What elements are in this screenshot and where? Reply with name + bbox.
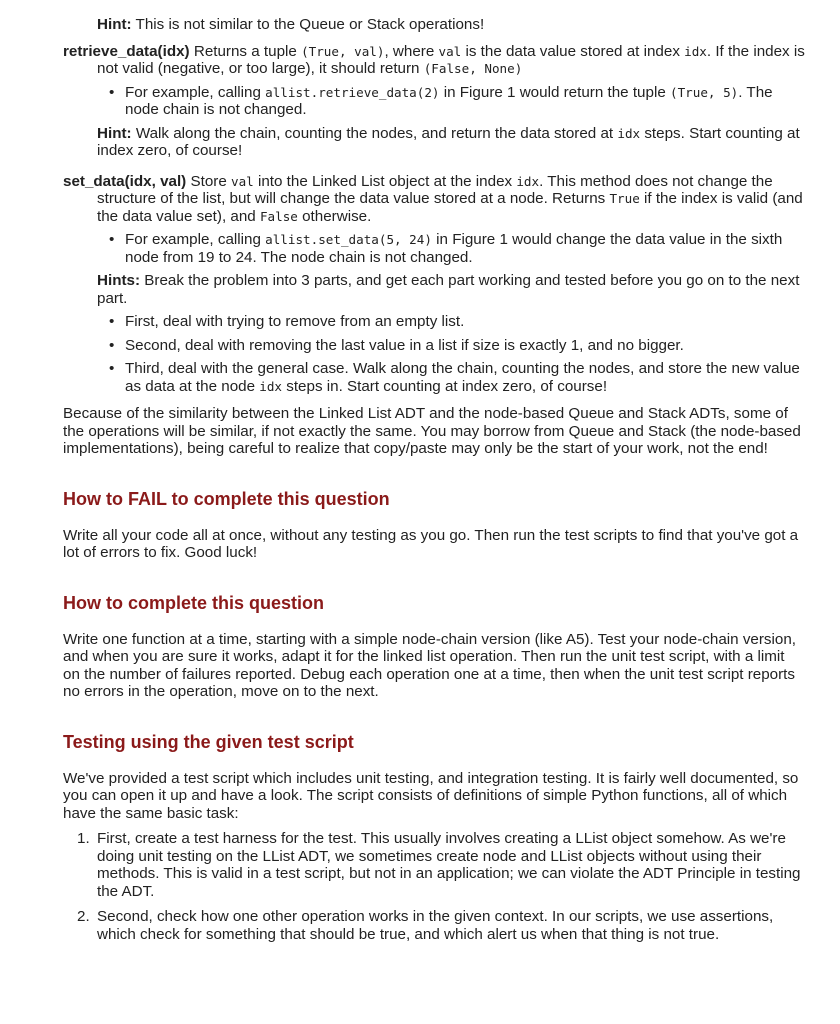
hints-text: Break the problem into 3 parts, and get each part working and tested before you go on to the next part.: [97, 272, 800, 307]
bullet-text: Third, deal with the general case. Walk along the chain, counting the nodes, and store the new value as data at the node: [125, 360, 800, 395]
hint-label: Hint:: [97, 16, 132, 33]
desc-text: Returns a tuple: [189, 42, 302, 60]
code-inline: idx: [259, 378, 283, 394]
code-inline: idx: [516, 173, 540, 189]
set-data-name: set_data(idx, val): [63, 172, 187, 190]
hint-top: [97, 16, 805, 34]
complete-section: [63, 592, 805, 701]
code-inline: idx: [617, 125, 641, 141]
desc-text: . If the index is not valid (negative, or too large), it should return: [97, 42, 805, 77]
desc-text: is the data value stored at index: [461, 42, 685, 60]
list-text: Second, check how one other operation works in the given context. In our scripts, we use assertions, which check for something that should be true, and which alert us when that thing is not true.: [97, 908, 774, 943]
retrieve-data-hint: [97, 125, 805, 160]
testing-steps: [63, 830, 805, 943]
section-body: We've provided a test script which includes unit testing, and integration testing. It is fairly well documented, so you can open it up and have a look. The script consists of definitions of simple Python functions, all of which have the same basic task:: [63, 769, 799, 822]
code-inline: True: [609, 191, 640, 206]
bullet-text: For example, calling: [125, 231, 266, 248]
hint-label: Hint:: [97, 124, 132, 142]
section-body: Write one function at a time, starting with a simple node-chain version (like A5). Test your node-chain version, and when you are sure it works, adapt it for the linked list operation. Then run the unit test script, with a limit on the number of failures reported. Debug each operation one at a time, then when the unit test script reports no errors in the operation, move on to the next.: [63, 630, 797, 700]
bullet-text: in Figure 1 would change the data value in the sixth node from 19 to 24. The node chain is not changed.: [125, 231, 783, 266]
bullet-text: steps in. Start counting at index zero, of course!: [282, 377, 608, 395]
desc-text: into the Linked List object at the index: [253, 172, 517, 190]
document-page: [63, 16, 805, 951]
retrieve-data-entry: [63, 43, 805, 160]
code-inline: val: [438, 43, 462, 59]
set-data-hints: [97, 272, 805, 307]
list-item: [125, 231, 805, 266]
list-item: • First, deal with trying to remove from an empty list.: [125, 313, 805, 331]
code-inline: False: [259, 208, 298, 224]
list-number: 2.: [77, 908, 90, 925]
code-inline: (True, val): [301, 43, 385, 59]
retrieve-data-name: retrieve_data(idx): [63, 42, 190, 60]
bullet-text: For example, calling: [125, 83, 266, 101]
hint-text: Walk along the chain, counting the nodes, and return the data stored at: [131, 124, 618, 142]
section-body: Write all your code all at once, without any testing as you go. Then run the test scripts to find that you've got a lot of errors to fix. Good luck!: [63, 526, 799, 561]
section-heading: Testing using the given test script: [63, 731, 354, 752]
similarity-paragraph: Because of the similarity between the Linked List ADT and the node-based Queue and Stack ADTs, some of the operations will be similar, if not exactly the same. You may borrow from Queue and Stack (the node-based implementations), being careful to realize that copy/paste may only be the start of your work, not the end!: [63, 405, 801, 457]
hint-text: steps. Start counting at index zero, of course!: [97, 124, 800, 159]
list-text: First, create a test harness for the test. This usually involves creating a LList object somehow. As we're doing unit testing on the LList ADT, we sometimes create node and LList objects without using their methods. This is valid in a test script, but not in an application; we can violate the ADT Principle in testing the ADT.: [97, 830, 801, 900]
set-data-entry: [63, 173, 805, 396]
code-inline: (True, 5): [670, 84, 739, 100]
hint-text: This is not similar to the Queue or Stack operations!: [131, 16, 485, 33]
code-inline: allist.retrieve_data(2): [265, 84, 440, 100]
list-number: 1.: [77, 830, 90, 847]
desc-text: . This method does not change the structure of the list, but will change the data value stored at a node. Returns: [97, 172, 773, 207]
code-inline: allist.set_data(5, 24): [265, 232, 432, 247]
section-heading: How to complete this question: [63, 592, 325, 613]
hints-label: Hints:: [97, 272, 141, 289]
desc-text: if the index is valid (and the data value set), and: [97, 190, 803, 225]
code-inline: idx: [684, 43, 707, 59]
list-item: • Second, deal with removing the last value in a list if size is exactly 1, and no bigger.: [125, 337, 805, 355]
list-item: [77, 830, 805, 900]
set-data-description: [63, 173, 805, 226]
testing-section: [63, 731, 805, 944]
bullet-text: in Figure 1 would return the tuple: [439, 83, 670, 101]
list-item: [125, 84, 805, 119]
set-data-parts: [63, 313, 805, 395]
code-inline: (False, None): [423, 61, 523, 76]
bullet-text: . The node chain is not changed.: [125, 83, 773, 118]
desc-text: , where: [384, 42, 439, 60]
fail-section: [63, 488, 805, 562]
desc-text: Store: [186, 172, 231, 190]
set-data-bullets: [63, 231, 805, 266]
code-inline: val: [231, 173, 254, 189]
retrieve-data-bullets: [63, 84, 805, 119]
retrieve-data-description: [63, 43, 805, 78]
desc-text: otherwise.: [297, 207, 372, 225]
list-item: [125, 360, 805, 395]
list-item: [77, 908, 805, 943]
section-heading: How to FAIL to complete this question: [63, 488, 390, 509]
